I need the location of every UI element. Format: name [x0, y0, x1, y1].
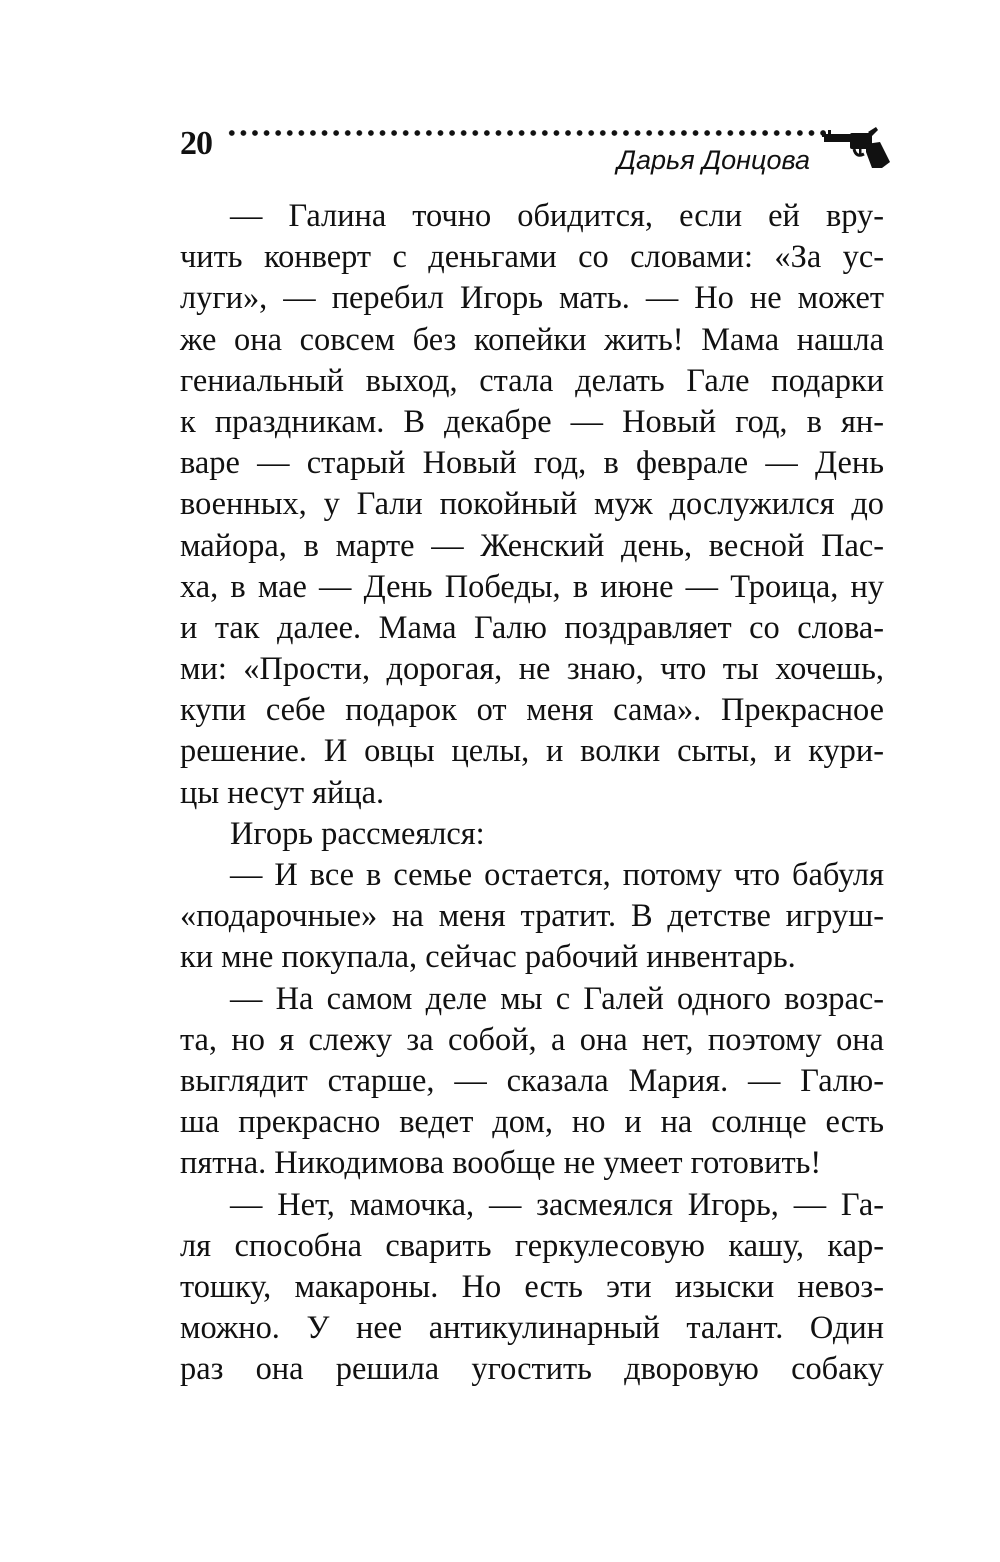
- text-line: военных, у Гали покойный муж дослужился до: [180, 486, 884, 523]
- text-line: майора, в марте — Женский день, весной Пас-: [180, 527, 884, 564]
- text-line: ки мне покупала, сейчас рабочий инвентарь.: [180, 939, 796, 976]
- text-line: варе — старый Новый год, в феврале — День: [180, 445, 884, 482]
- text-line: к праздникам. В декабре — Новый год, в ян-: [180, 403, 884, 440]
- text-line: тошку, макароны. Но есть эти изыски невоз-: [180, 1268, 884, 1305]
- text-line: выглядит старше, — сказала Мария. — Галю-: [180, 1062, 884, 1099]
- text-line: ха, в мае — День Победы, в июне — Троица, ну: [180, 568, 884, 605]
- text-line: цы несут яйца.: [180, 774, 385, 811]
- text-line: — И все в семье остается, потому что бабуля: [230, 857, 884, 893]
- text-line: чить конверт с деньгами со словами: «За ус-: [180, 239, 884, 276]
- text-line: ша прекрасно ведет дом, но и на солнце есть: [180, 1104, 884, 1141]
- running-head-author: Дарья Донцова: [616, 145, 810, 175]
- dot-leader-divider: [226, 127, 826, 139]
- text-line: раз она решила угостить дворовую собаку: [180, 1351, 884, 1388]
- text-line: та, но я слежу за собой, а она нет, поэтому она: [180, 1021, 884, 1058]
- text-line: купи себе подарок от меня сама». Прекрасное: [180, 692, 884, 729]
- revolver-icon: [822, 124, 892, 172]
- text-line: и так далее. Мама Галю поздравляет со слова-: [180, 609, 884, 646]
- text-line: луги», — перебил Игорь мать. — Но не может: [180, 280, 884, 317]
- text-line: ми: «Прости, дорогая, не знаю, что ты хочешь,: [180, 651, 884, 688]
- text-line: Игорь рассмеялся:: [230, 815, 485, 852]
- text-line: «подарочные» на меня тратит. В детстве игруш-: [180, 898, 884, 935]
- text-line: — Нет, мамочка, — засмеялся Игорь, — Га-: [230, 1186, 884, 1223]
- text-line: же она совсем без копейки жить! Мама нашла: [180, 321, 884, 358]
- text-line: решение. И овцы целы, и волки сыты, и кури-: [180, 733, 884, 770]
- page-body-text: [180, 196, 884, 1390]
- text-line: гениальный выход, стала делать Гале подарки: [180, 362, 884, 399]
- text-line: — Галина точно обидится, если ей вру-: [230, 198, 884, 234]
- text-line: можно. У нее антикулинарный талант. Один: [180, 1310, 884, 1347]
- page-number: 20: [180, 125, 212, 162]
- text-line: ля способна сварить геркулесовую кашу, кар-: [180, 1227, 884, 1264]
- text-line: — На самом деле мы с Галей одного возрас-: [230, 980, 884, 1017]
- text-line: пятна. Никодимова вообще не умеет готовить!: [180, 1145, 822, 1182]
